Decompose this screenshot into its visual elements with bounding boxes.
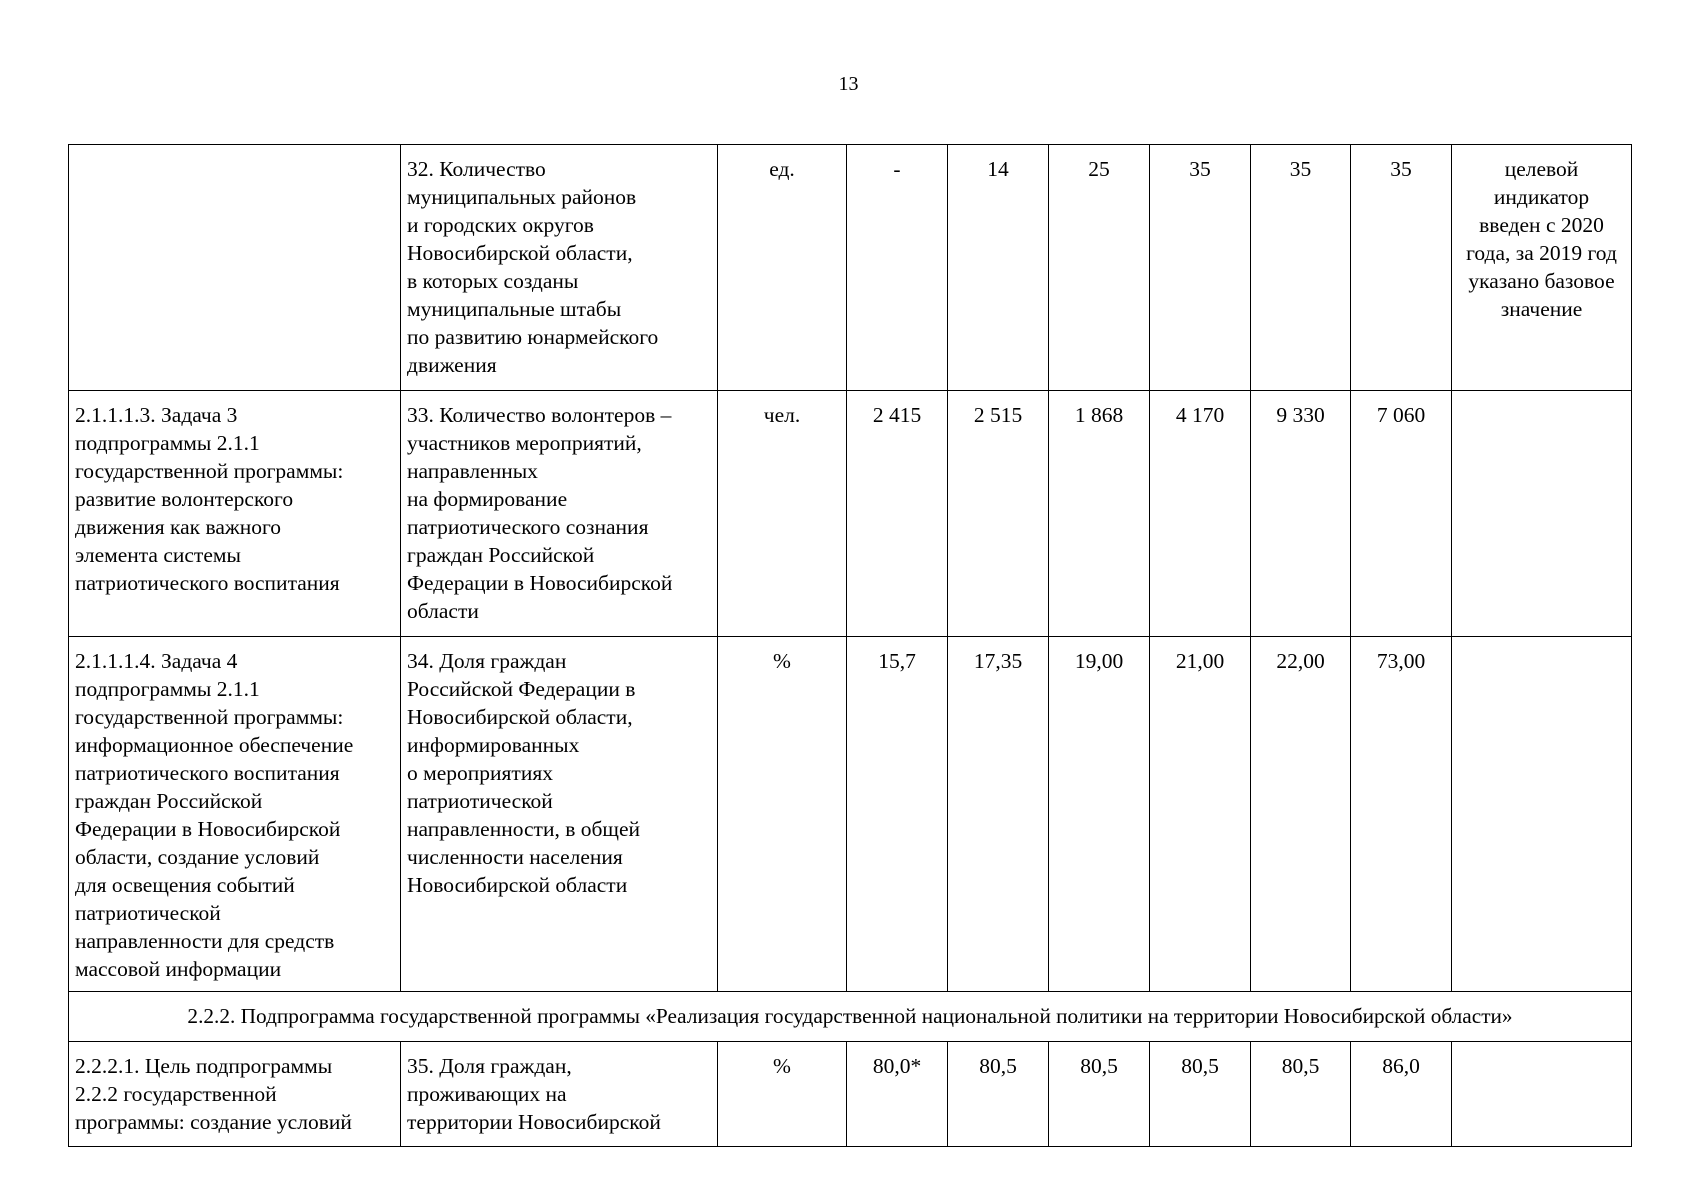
value-cell: 7 060 xyxy=(1351,391,1452,637)
value-cell: 80,5 xyxy=(948,1042,1049,1147)
value-cell: 35 xyxy=(1351,145,1452,391)
note-cell xyxy=(1452,637,1632,992)
value-cell: 21,00 xyxy=(1150,637,1251,992)
indicator-cell: 34. Доля граждан Российской Федерации в Новосибирской области, информированных о мероприятиях патриотической направленности, в общей численности населения Новосибирской области xyxy=(401,637,718,992)
value-cell: 80,0* xyxy=(847,1042,948,1147)
unit-cell: ед. xyxy=(718,145,847,391)
value-cell: 80,5 xyxy=(1251,1042,1351,1147)
subprogram-heading-row xyxy=(69,992,1632,1042)
value-cell: 14 xyxy=(948,145,1049,391)
value-cell: 73,00 xyxy=(1351,637,1452,992)
table-row xyxy=(69,637,1632,992)
indicator-cell: 32. Количество муниципальных районов и городских округов Новосибирской области, в которых созданы муниципальные штабы по развитию юнармейского движения xyxy=(401,145,718,391)
value-cell: 2 415 xyxy=(847,391,948,637)
value-cell: 9 330 xyxy=(1251,391,1351,637)
indicator-table xyxy=(68,144,1632,1147)
value-cell: 15,7 xyxy=(847,637,948,992)
value-cell: - xyxy=(847,145,948,391)
indicator-cell: 33. Количество волонтеров – участников мероприятий, направленных на формирование патриотического сознания граждан Российской Федерации в Новосибирской области xyxy=(401,391,718,637)
indicator-cell: 35. Доля граждан, проживающих на территории Новосибирской xyxy=(401,1042,718,1147)
value-cell: 80,5 xyxy=(1049,1042,1150,1147)
unit-cell: % xyxy=(718,637,847,992)
value-cell: 35 xyxy=(1251,145,1351,391)
value-cell: 2 515 xyxy=(948,391,1049,637)
value-cell: 25 xyxy=(1049,145,1150,391)
value-cell: 19,00 xyxy=(1049,637,1150,992)
goal-cell: 2.2.2.1. Цель подпрограммы 2.2.2 государственной программы: создание условий xyxy=(69,1042,401,1147)
value-cell: 86,0 xyxy=(1351,1042,1452,1147)
table-row xyxy=(69,391,1632,637)
table-row xyxy=(69,1042,1632,1147)
value-cell: 1 868 xyxy=(1049,391,1150,637)
unit-cell: чел. xyxy=(718,391,847,637)
note-cell xyxy=(1452,1042,1632,1147)
value-cell: 35 xyxy=(1150,145,1251,391)
subprogram-heading: 2.2.2. Подпрограмма государственной программы «Реализация государственной национальной политики на территории Новосибирской области» xyxy=(69,992,1632,1042)
page-number: 13 xyxy=(838,73,859,95)
note-cell xyxy=(1452,391,1632,637)
value-cell: 22,00 xyxy=(1251,637,1351,992)
unit-cell: % xyxy=(718,1042,847,1147)
goal-cell: 2.1.1.1.4. Задача 4 подпрограммы 2.1.1 государственной программы: информационное обеспечение патриотического воспитания граждан Российской Федерации в Новосибирской области, создание условий для освещения событий патриотической направленности для средств массовой информации xyxy=(69,637,401,992)
value-cell: 80,5 xyxy=(1150,1042,1251,1147)
table-row xyxy=(69,145,1632,391)
goal-cell xyxy=(69,145,401,391)
value-cell: 4 170 xyxy=(1150,391,1251,637)
value-cell: 17,35 xyxy=(948,637,1049,992)
note-cell: целевой индикатор введен с 2020 года, за 2019 год указано базовое значение xyxy=(1452,145,1632,391)
goal-cell: 2.1.1.1.3. Задача 3 подпрограммы 2.1.1 государственной программы: развитие волонтерского движения как важного элемента системы патриотического воспитания xyxy=(69,391,401,637)
